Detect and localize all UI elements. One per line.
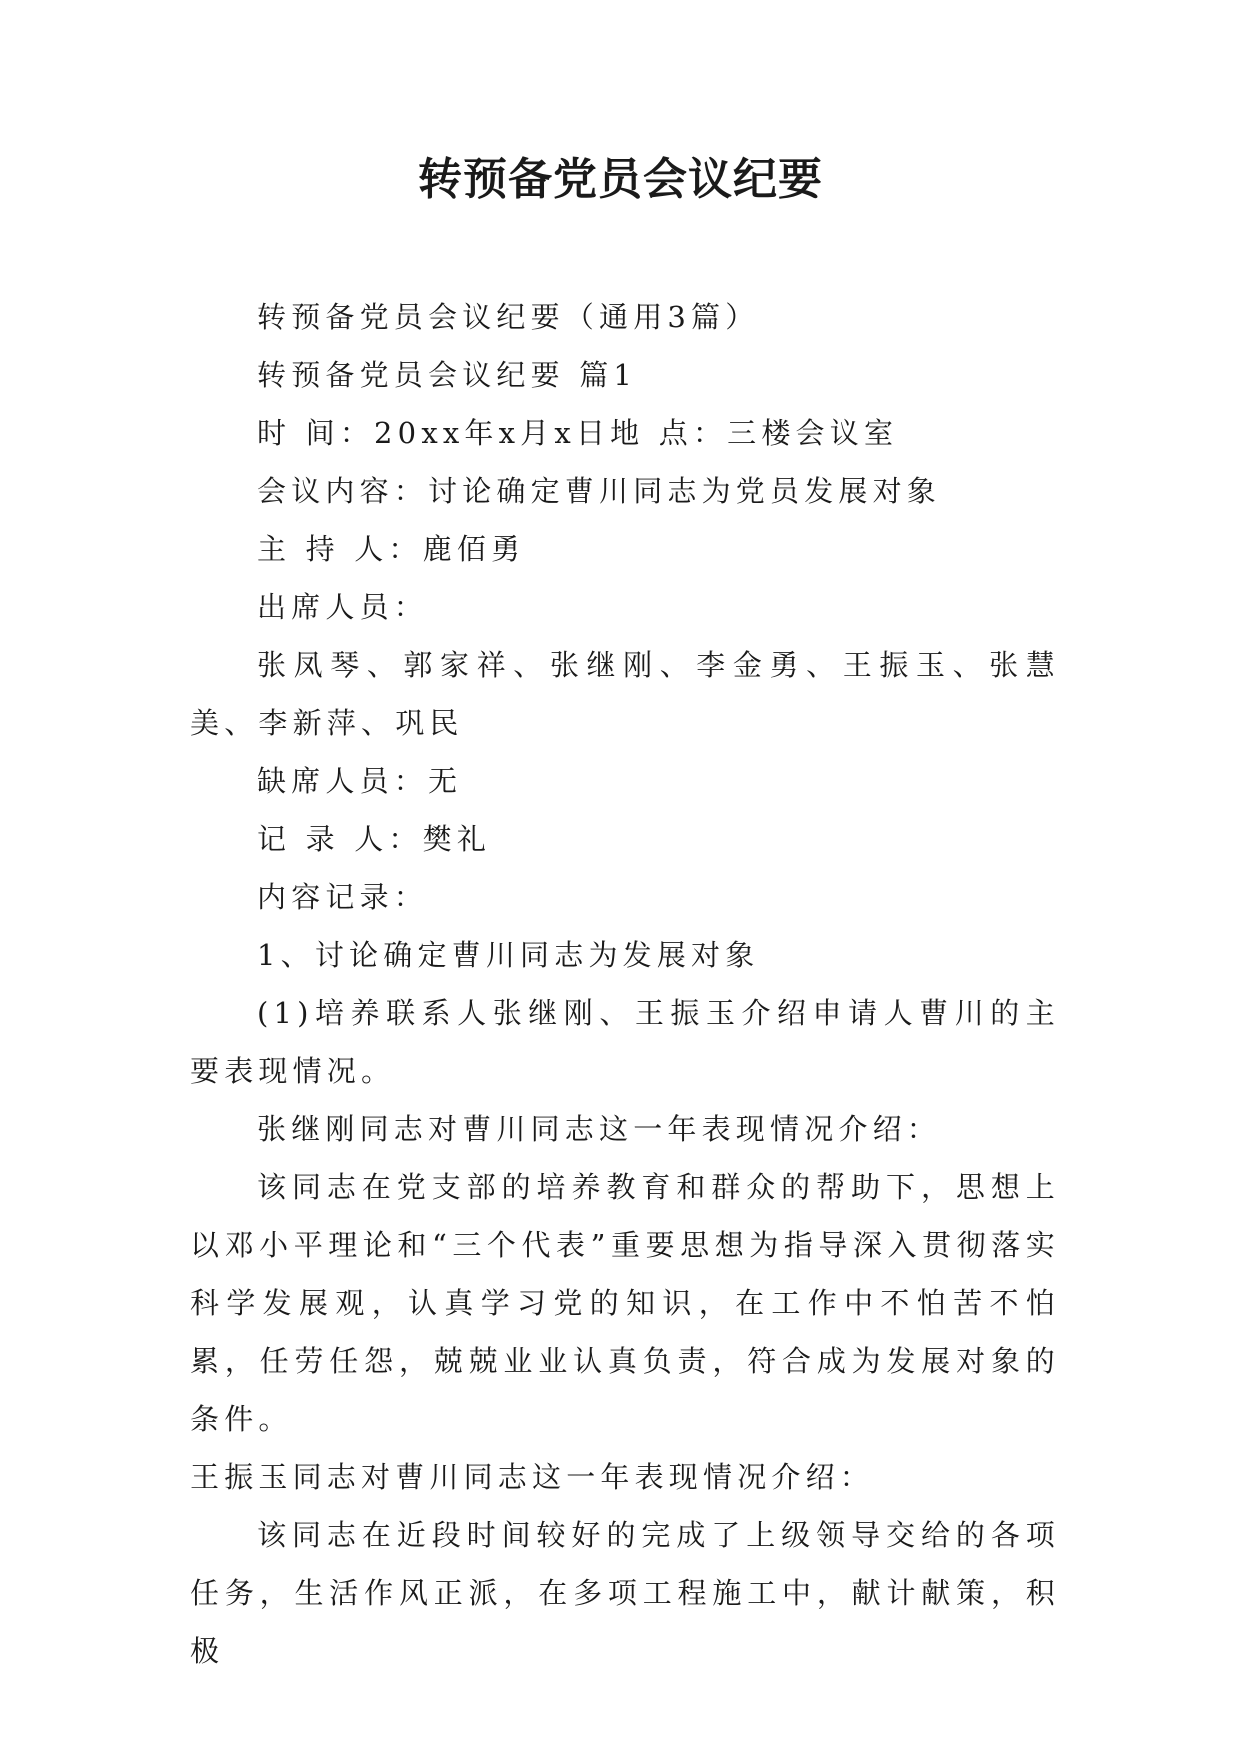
document-body (190, 288, 1060, 1680)
paragraph-recorder: 记 录 人：樊礼 (257, 822, 492, 856)
paragraph-wang-intro: 王振玉同志对曹川同志这一年表现情况介绍： (190, 1460, 875, 1494)
paragraph-section-heading: 转预备党员会议纪要 篇1 (257, 358, 638, 392)
document-title: 转预备党员会议纪要 (418, 154, 823, 205)
paragraph-item-1: 1、讨论确定曹川同志为发展对象 (257, 938, 760, 972)
paragraph-record-label: 内容记录： (257, 880, 429, 914)
paragraph-attendees-list: 张凤琴、郭家祥、张继刚、李金勇、王振玉、张慧美、李新萍、巩民 (190, 648, 1060, 740)
paragraph-meeting-content: 会议内容：讨论确定曹川同志为党员发展对象 (257, 474, 942, 508)
paragraph-attendees-label: 出席人员： (257, 590, 429, 624)
paragraph-wang-statement: 该同志在近段时间较好的完成了上级领导交给的各项任务，生活作风正派，在多项工程施工中，献计献策，积极 (190, 1518, 1060, 1668)
paragraph-time-place: 时 间：20xx年x月x日地 点：三楼会议室 (257, 416, 899, 450)
paragraph-absentees: 缺席人员：无 (257, 764, 463, 798)
paragraph-host: 主 持 人：鹿佰勇 (257, 532, 526, 566)
paragraph-zhang-statement: 该同志在党支部的培养教育和群众的帮助下，思想上以邓小平理论和“三个代表”重要思想为指导深入贯彻落实科学发展观，认真学习党的知识，在工作中不怕苦不怕累，任劳任怨，兢兢业业认真负责，符合成为发展对象的条件。 (190, 1170, 1060, 1436)
paragraph-item-1-1: (1)培养联系人张继刚、王振玉介绍申请人曹川的主要表现情况。 (190, 996, 1060, 1088)
paragraph-zhang-intro: 张继刚同志对曹川同志这一年表现情况介绍： (257, 1112, 942, 1146)
paragraph-subtitle: 转预备党员会议纪要（通用3篇） (257, 300, 760, 334)
